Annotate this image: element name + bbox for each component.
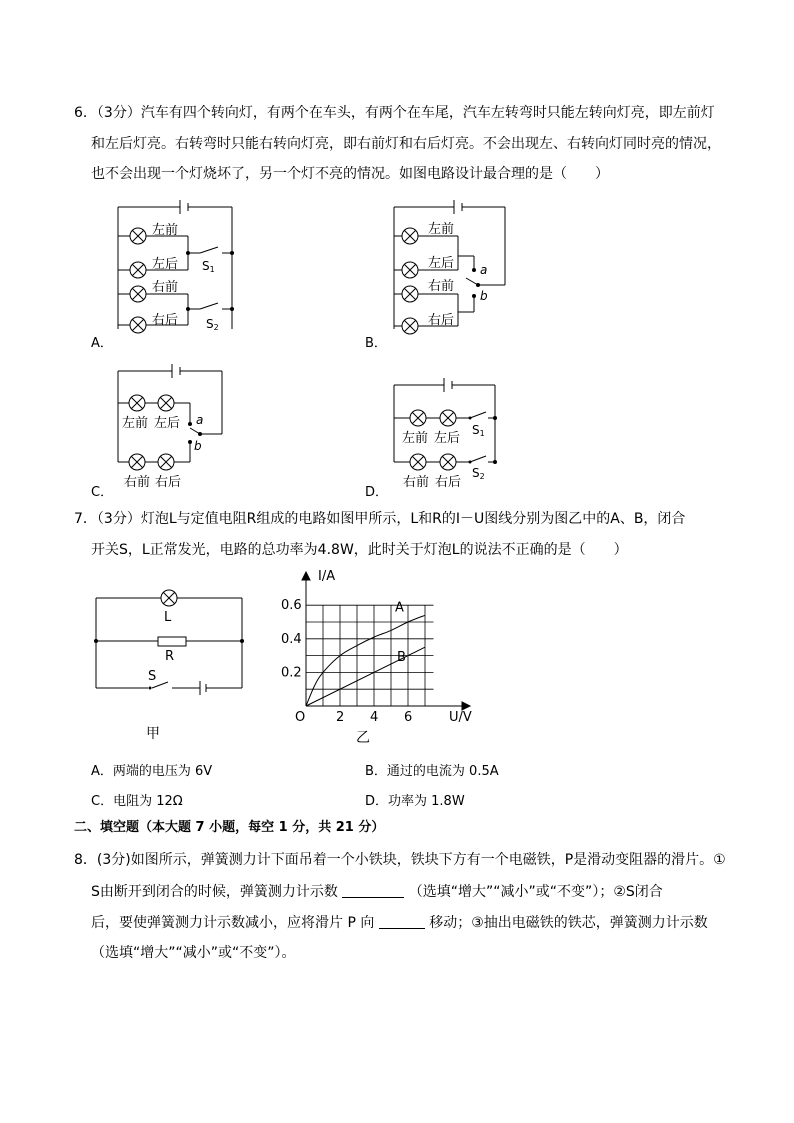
q8-line1: 8．(3分)如图所示，弹簧测力计下面吊着一个小铁块，铁块下方有一个电磁铁，P是滑动变阻器的滑片。①	[74, 852, 726, 868]
label-r: R	[165, 649, 175, 664]
d-lamp-left-back: 左后	[434, 431, 461, 446]
c-contact-a: a	[196, 413, 204, 427]
q8-answer-blank-2[interactable]	[379, 914, 425, 929]
y-tick-label: 0.4	[281, 631, 302, 647]
x-tick-label: 2	[336, 710, 345, 725]
q6-option-b[interactable]: B．	[365, 336, 387, 351]
label-s: S	[148, 669, 157, 684]
a-lamp-left-front: 左前	[152, 223, 179, 238]
q8-line3-part1: 后，要使弹簧测力计示数减小，应将滑片 P 向	[91, 915, 375, 931]
series-line-A	[306, 615, 425, 706]
series-label-A: A	[395, 600, 404, 616]
b-lamp-left-back: 左后	[428, 256, 455, 271]
q7-line1: 7．（3分）灯泡L与定值电阻R组成的电路如图甲所示，L和R的I－U图线分别为图乙中的A、B，闭合	[74, 511, 686, 527]
q8-line2-part2: （选填“增大”“减小”或“不变”）；②S闭合	[408, 884, 663, 900]
q7-option-d[interactable]: D．功率为 1.8W	[365, 794, 465, 809]
b-lamp-right-back: 右后	[428, 313, 455, 328]
q8-line2-part1: S由断开到闭合的时候，弹簧测力计示数	[91, 884, 338, 900]
c-lamp-left-front: 左前	[122, 416, 149, 431]
q7-line2: 开关S，L正常发光，电路的总功率为4.8W，此时关于灯泡L的说法不正确的是（ ）	[91, 542, 628, 558]
q6-line2: 和左后灯亮。右转弯时只能右转向灯亮，即右前灯和右后灯亮。不会出现左、右转向灯同时亮的情况，	[91, 136, 721, 152]
a-lamp-right-front: 右前	[152, 280, 179, 295]
q8-line3-part2: 移动；③抽出电磁铁的铁芯，弹簧测力计示数	[429, 915, 708, 931]
d-switch-s1: S1	[472, 423, 485, 438]
d-switch-s2: S2	[472, 466, 485, 481]
x-tick-label: 4	[370, 710, 379, 725]
q6-line3: 也不会出现一个灯烧坏了，另一个灯不亮的情况。如图电路设计最合理的是（ ）	[91, 166, 609, 182]
c-contact-b: b	[194, 439, 202, 453]
x-tick-label: 6	[404, 710, 413, 725]
series-line-B	[306, 647, 425, 706]
q7-option-a[interactable]: A．两端的电压为 6V	[91, 764, 213, 779]
b-contact-a: a	[480, 263, 488, 277]
q8-line4: （选填“增大”“减小”或“不变”）。	[91, 945, 296, 961]
series-label-B: B	[397, 650, 406, 666]
chart-ylabel: I/A	[318, 569, 336, 584]
q8-line2	[91, 882, 663, 902]
d-lamp-right-front: 右前	[403, 475, 430, 490]
b-lamp-right-front: 右前	[428, 279, 455, 294]
chart-origin: O	[295, 710, 306, 725]
a-lamp-right-back: 右后	[152, 313, 179, 328]
chart-xlabel: U/V	[449, 710, 472, 725]
q6-option-a[interactable]: A．	[91, 336, 113, 351]
d-lamp-right-back: 右后	[435, 475, 462, 490]
fig-yi-caption: 乙	[356, 730, 370, 746]
label-l: L	[164, 610, 172, 625]
q6-option-c[interactable]: C．	[91, 485, 114, 500]
q7-option-c[interactable]: C．电阻为 12Ω	[91, 794, 183, 809]
q6-line1: 6．（3分）汽车有四个转向灯，有两个在车头，有两个在车尾，汽车左转弯时只能左转向灯亮，即左前灯	[74, 105, 715, 121]
c-lamp-right-back: 右后	[155, 475, 182, 490]
a-lamp-left-back: 左后	[152, 257, 179, 272]
a-switch-s2: S2	[206, 317, 219, 332]
b-contact-b: b	[480, 289, 488, 303]
q8-line3	[91, 913, 708, 933]
q7-option-b[interactable]: B．通过的电流为 0.5A	[365, 764, 499, 779]
section2-title: 二、填空题（本大题 7 小题，每空 1 分，共 21 分）	[74, 820, 385, 835]
y-tick-label: 0.6	[281, 598, 302, 614]
c-lamp-left-back: 左后	[154, 416, 181, 431]
fig-jia-caption: 甲	[146, 726, 160, 742]
q8-answer-blank-1[interactable]	[342, 883, 404, 898]
q6-option-d[interactable]: D．	[365, 485, 389, 500]
b-lamp-left-front: 左前	[428, 222, 455, 237]
c-lamp-right-front: 右前	[124, 475, 151, 490]
y-tick-label: 0.2	[281, 665, 302, 681]
d-lamp-left-front: 左前	[402, 431, 429, 446]
a-switch-s1: S1	[202, 259, 215, 274]
